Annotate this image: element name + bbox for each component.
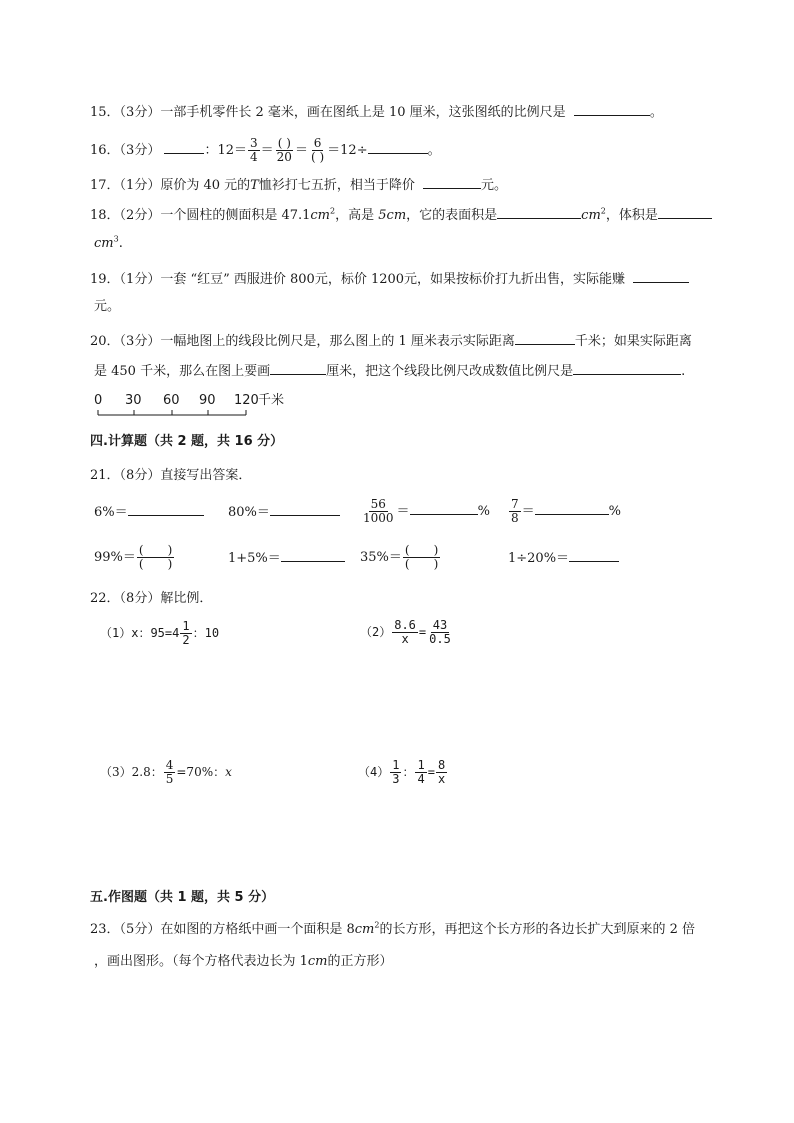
q18-sup-3: 3 — [113, 234, 119, 244]
q15-answer-blank[interactable] — [574, 103, 650, 116]
q16-fraction-3 — [309, 137, 326, 164]
q22-p2-label: （2） — [360, 625, 392, 639]
q23-number: 23． — [90, 922, 120, 937]
q21-item-1 — [94, 503, 204, 521]
q22-p4-sep: ： — [402, 765, 415, 779]
q22-problem-2 — [360, 616, 454, 648]
q21-fraction-56-1000 — [361, 498, 396, 525]
q21-f3-numerator: 56 — [370, 497, 386, 511]
q22-p2-fraction-1 — [392, 619, 418, 646]
q19-answer-blank[interactable] — [633, 270, 689, 283]
q16-colon-12: ：12＝ — [204, 143, 248, 158]
q22-p4-d3: x — [437, 772, 446, 786]
q21-99pct: 99%＝ — [94, 550, 136, 565]
question-23 — [90, 922, 695, 938]
q16-f1-denominator: 4 — [250, 150, 258, 164]
q20-text-4: 厘米，把这个线段比例尺改成数值比例尺是 — [326, 364, 574, 379]
q19-score: （1分） — [119, 272, 161, 287]
q21-score: （8分） — [119, 468, 161, 483]
q18-text-2: ，高是 — [335, 208, 375, 223]
q18-unit-cm-2: cm — [581, 208, 601, 223]
q21-fraction-blank-1[interactable] — [137, 544, 174, 571]
q22-p3-label: （3） — [100, 765, 132, 779]
question-22 — [90, 591, 212, 607]
q17-unit: 元。 — [480, 178, 507, 193]
q18-height: 5cm — [378, 208, 407, 223]
q18-text-1: 一个圆柱的侧面积是 47.1 — [160, 208, 311, 223]
scale-tick-label-60: 60 — [163, 393, 180, 408]
q18-unit-cm-1: cm — [310, 208, 331, 223]
q23-line-2 — [94, 954, 393, 970]
q20-blank-1[interactable] — [515, 332, 575, 345]
q21-f3-denominator: 1000 — [363, 511, 394, 525]
q20-blank-3[interactable] — [573, 362, 681, 375]
q17-score: （1分） — [119, 178, 161, 193]
q21-f4-numerator: 7 — [511, 497, 519, 511]
q18-number: 18． — [90, 208, 120, 223]
q23-text-2: 的长方形，再把这个长方形的各边长扩大到原来的 2 倍 — [379, 922, 695, 937]
q21-item-7 — [360, 542, 441, 574]
q21-blank-6[interactable] — [281, 549, 345, 562]
q21-1plus5pct: 1+5%＝ — [228, 551, 281, 566]
question-18 — [90, 206, 712, 224]
q22-p3-post: =70%： — [176, 765, 226, 779]
q20-text-2: 千米；如果实际距离 — [574, 334, 692, 349]
q21-f3-eq: ＝ — [396, 504, 410, 519]
q22-p4-n2: 1 — [417, 758, 425, 772]
q22-p2-n2: 43 — [432, 618, 448, 632]
q22-p2-d2: 0.5 — [429, 632, 451, 646]
question-16 — [90, 137, 441, 165]
q23-unit-cm-2: cm — [307, 954, 328, 969]
q21-blank-8[interactable] — [569, 549, 619, 562]
q17-text-1: 原价为 40 元的 — [160, 178, 251, 193]
q23-unit-cm: cm — [354, 922, 375, 937]
q22-p1-fraction — [180, 620, 191, 647]
q19-number: 19． — [90, 272, 120, 287]
q16-eq-1: ＝ — [260, 143, 274, 158]
q15-text: 一部手机零件长 2 毫米，画在图纸上是 10 厘米，这张图纸的比例尺是 — [160, 105, 566, 120]
q19-line-2: 元。 — [94, 299, 121, 314]
q21-blank-4[interactable] — [535, 502, 609, 515]
section-5-title: 五.作图题（共 1 题，共 5 分） — [90, 890, 275, 905]
q21-f5-numerator[interactable]: ( ) — [138, 543, 173, 557]
q22-p4-eq: = — [427, 765, 435, 779]
q23-sup: 2 — [374, 920, 380, 930]
question-20 — [90, 332, 692, 350]
q22-p3-fraction — [164, 759, 176, 786]
q21-f3-pct: % — [477, 504, 490, 519]
q19-text: 一套 “红豆” 西服进价 800元，标价 1200元，如果按标价打九折出售，实际能赚 — [160, 272, 626, 287]
q21-1div20pct: 1÷20%＝ — [508, 551, 570, 566]
q22-problem-3 — [100, 756, 232, 788]
q15-number: 15． — [90, 105, 120, 120]
q22-p2-n1: 8.6 — [394, 618, 416, 632]
q22-p4-n3: 8 — [437, 758, 446, 772]
q18-text-4: ，体积是 — [605, 208, 658, 223]
q22-p3-pre: 2.8： — [131, 765, 163, 779]
q22-p4-fraction-3 — [436, 759, 447, 786]
q21-item-6 — [228, 549, 345, 567]
scale-tick-label-0: 0 — [94, 393, 103, 408]
q21-item-2 — [228, 503, 340, 521]
question-21 — [90, 468, 251, 484]
q15-end: 。 — [649, 105, 663, 120]
q20-line-2 — [94, 362, 685, 380]
question-19 — [90, 270, 689, 288]
q22-p1-post: ：10 — [192, 626, 220, 640]
scale-bar — [94, 393, 294, 419]
q18-surface-blank[interactable] — [497, 206, 581, 219]
q23-score: （5分） — [119, 922, 161, 937]
q22-p3-denominator: 5 — [165, 772, 174, 786]
q22-p2-d1: x — [401, 632, 409, 646]
q16-score: （3分） — [119, 143, 161, 158]
q21-f5-denominator[interactable]: ( ) — [138, 557, 173, 571]
q18-line-2 — [94, 236, 123, 252]
q22-number: 22． — [90, 591, 120, 606]
q17-t-letter: T — [250, 178, 259, 193]
q20-text-1: 一幅地图上的线段比例尺是，那么图上的 1 厘米表示实际距离 — [160, 334, 515, 349]
q22-p4-d1: 3 — [392, 772, 400, 786]
q22-problem-4 — [358, 756, 448, 788]
q20-blank-2[interactable] — [270, 362, 326, 375]
q21-blank-3[interactable] — [410, 502, 478, 515]
q21-f4-denominator: 8 — [511, 511, 519, 525]
question-17 — [90, 176, 507, 194]
q16-blank-2[interactable] — [368, 141, 428, 154]
q16-fraction-2 — [275, 137, 294, 164]
q21-fraction-blank-2[interactable] — [403, 544, 440, 571]
q21-item-5 — [94, 542, 175, 574]
q17-answer-blank[interactable] — [423, 176, 481, 189]
q16-blank-1[interactable] — [164, 141, 204, 154]
q16-end: 。 — [427, 143, 441, 158]
section-4-title: 四.计算题（共 2 题，共 16 分） — [90, 434, 284, 449]
q21-blank-2[interactable] — [270, 503, 340, 516]
q20-end: . — [681, 364, 686, 379]
q20-score: （3分） — [119, 334, 161, 349]
q16-f3-denominator[interactable]: ( ) — [310, 150, 325, 164]
q21-f7-numerator[interactable]: ( ) — [404, 543, 439, 557]
q22-p2-fraction-2 — [427, 619, 453, 646]
scale-line — [94, 407, 254, 417]
q21-fraction-7-8 — [509, 498, 521, 525]
q16-f3-numerator: 6 — [313, 136, 322, 150]
q21-f7-denominator[interactable]: ( ) — [404, 557, 439, 571]
q18-text-3: ，它的表面积是 — [406, 208, 498, 223]
q21-number: 21． — [90, 468, 120, 483]
q17-number: 17． — [90, 178, 120, 193]
q22-p4-label: （4） — [358, 765, 390, 779]
scale-tick-label-30: 30 — [125, 393, 142, 408]
q22-p3-x: x — [225, 765, 232, 779]
q22-p1-numerator: 1 — [182, 619, 190, 633]
q21-35pct: 35%＝ — [360, 550, 402, 565]
q21-f4-eq: ＝ — [521, 504, 535, 519]
q22-p1-denominator: 2 — [182, 633, 190, 647]
q22-p4-d2: 4 — [417, 772, 425, 786]
q21-80pct: 80%＝ — [228, 505, 270, 520]
q22-p2-eq: = — [418, 625, 427, 639]
q18-sup-1: 2 — [330, 206, 336, 216]
q16-fraction-1 — [248, 137, 260, 164]
q21-item-4 — [508, 496, 621, 528]
q21-blank-1[interactable] — [128, 503, 204, 516]
q21-item-8 — [508, 549, 619, 567]
q16-number: 16． — [90, 143, 120, 158]
q20-text-3: 是 450 千米，那么在图上要画 — [94, 364, 271, 379]
q23-text-3: ，画出图形。（每个方格代表边长为 1 — [94, 954, 308, 969]
q22-problem-1 — [100, 618, 219, 648]
q18-unit-cm-3: cm — [94, 236, 114, 251]
q21-f4-pct: % — [608, 504, 622, 519]
q22-score: （8分） — [119, 591, 161, 606]
q16-f2-numerator[interactable]: ( ) — [277, 136, 291, 150]
q22-p4-fraction-1 — [390, 759, 401, 786]
q22-text: 解比例． — [160, 591, 213, 606]
q16-f2-denominator: 20 — [276, 150, 292, 164]
q18-sup-2: 2 — [600, 206, 606, 216]
q18-score: （2分） — [119, 208, 161, 223]
q16-f1-numerator: 3 — [250, 136, 258, 150]
q22-p1-pre: x：95=4 — [131, 626, 180, 640]
q16-eq-2: ＝ — [294, 143, 308, 158]
scale-tick-label-120: 120 — [234, 393, 259, 408]
q23-text-4: 的正方形） — [327, 954, 393, 969]
q17-text-2: 恤衫打七五折，相当于降价 — [258, 178, 415, 193]
q21-item-3 — [360, 496, 490, 528]
q22-p1-label: （1） — [100, 626, 132, 640]
question-15 — [90, 103, 663, 121]
q18-end: . — [118, 236, 123, 251]
scale-tick-label-90: 90 — [199, 393, 216, 408]
q22-p4-fraction-2 — [415, 759, 426, 786]
q21-text: 直接写出答案． — [160, 468, 252, 483]
q22-p3-numerator: 4 — [165, 758, 174, 772]
q23-text-1: 在如图的方格纸中画一个面积是 8 — [160, 922, 355, 937]
q20-number: 20． — [90, 334, 120, 349]
scale-unit: 千米 — [258, 393, 285, 408]
q18-volume-blank[interactable] — [658, 206, 712, 219]
q22-p4-n1: 1 — [392, 758, 400, 772]
q15-score: （3分） — [119, 105, 161, 120]
q16-tail: ＝12÷ — [327, 143, 368, 158]
q21-6pct: 6%＝ — [94, 505, 128, 520]
